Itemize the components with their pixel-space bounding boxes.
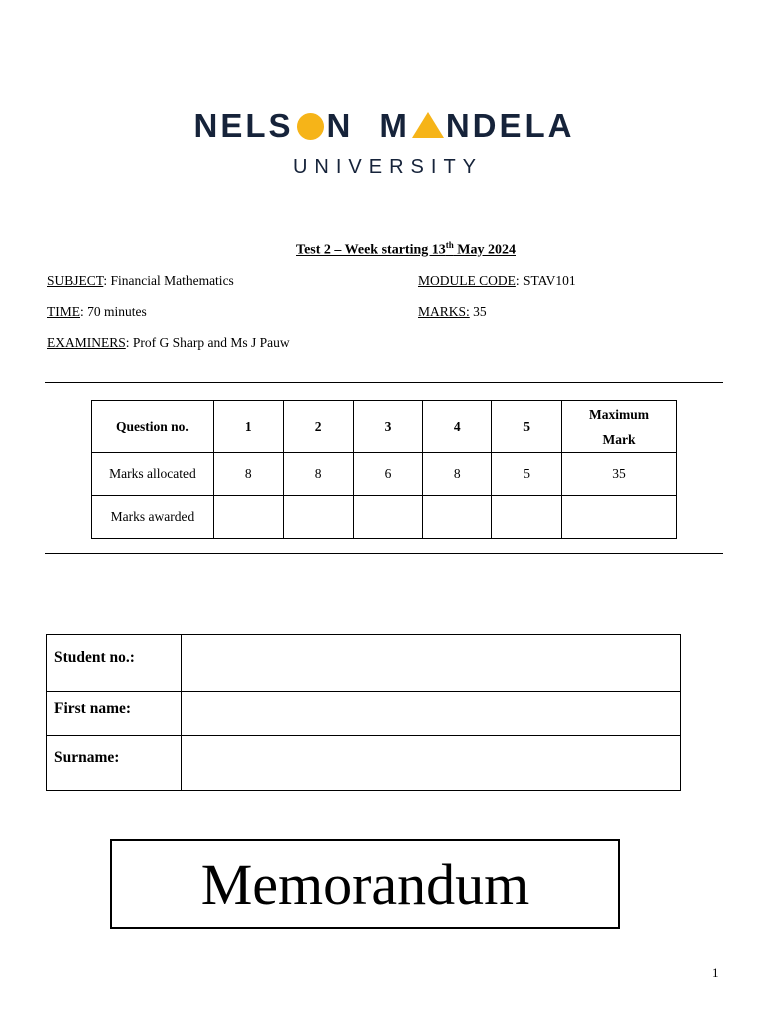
marks-value: 35: [469, 304, 487, 319]
time-label: TIME: [47, 304, 80, 319]
subject-value: : Financial Mathematics: [103, 273, 234, 288]
time-value: : 70 minutes: [80, 304, 147, 319]
awarded-q4[interactable]: [423, 496, 492, 539]
test-title: [0, 240, 768, 259]
marks-label: MARKS:: [418, 304, 470, 319]
examiners-label: EXAMINERS: [47, 335, 126, 350]
awarded-q2[interactable]: [283, 496, 353, 539]
logo-text-ndela: NDELA: [445, 107, 575, 144]
title-suffix: May 2024: [453, 242, 516, 258]
awarded-label: Marks awarded: [92, 496, 214, 539]
header-q4: 4: [423, 401, 492, 453]
divider-top: [45, 382, 723, 383]
page-number: 1: [712, 965, 719, 980]
student-no-field[interactable]: [181, 635, 680, 692]
logo-text-nels: NELS: [193, 107, 294, 144]
allocated-q2: 8: [283, 453, 353, 496]
header-q5: 5: [492, 401, 562, 453]
student-no-label: Student no.:: [47, 635, 182, 692]
memorandum-box: Memorandum: [110, 839, 620, 929]
logo-text-m: M: [379, 107, 410, 144]
time-line: [47, 304, 147, 320]
table-row: [47, 692, 681, 736]
awarded-total[interactable]: [562, 496, 677, 539]
marks-table: [91, 400, 677, 539]
subject-label: SUBJECT: [47, 273, 104, 288]
surname-field[interactable]: [181, 736, 680, 791]
module-code-line: [418, 273, 576, 289]
surname-label: Surname:: [47, 736, 182, 791]
max-line1: Maximum: [589, 406, 650, 422]
awarded-q3[interactable]: [353, 496, 423, 539]
table-row: [92, 453, 677, 496]
table-row: [92, 496, 677, 539]
examiners-line: [47, 335, 290, 351]
logo-triangle-icon: [412, 112, 444, 138]
first-name-field[interactable]: [181, 692, 680, 736]
first-name-label: First name:: [47, 692, 182, 736]
allocated-label: Marks allocated: [92, 453, 214, 496]
allocated-q4: 8: [423, 453, 492, 496]
table-row: [92, 401, 677, 453]
awarded-q1[interactable]: [213, 496, 283, 539]
logo-wordmark: [0, 108, 768, 144]
examiners-value: : Prof G Sharp and Ms J Pauw: [125, 335, 290, 350]
logo-university: UNIVERSITY: [292, 156, 484, 178]
header-q1: 1: [213, 401, 283, 453]
allocated-q1: 8: [213, 453, 283, 496]
subject-line: [47, 273, 234, 289]
student-details-table: [46, 634, 681, 791]
table-row: [47, 736, 681, 791]
header-question-no: Question no.: [92, 401, 214, 453]
allocated-max: 35: [562, 453, 677, 496]
max-line2: Mark: [602, 431, 636, 447]
logo-text-n: N: [326, 107, 354, 144]
table-row: [47, 635, 681, 692]
module-code-value: : STAV101: [515, 273, 576, 288]
title-superscript: th: [445, 240, 454, 250]
title-prefix: Test 2 – Week starting 13: [296, 242, 446, 258]
header-q2: 2: [283, 401, 353, 453]
header-maximum-mark: [562, 401, 677, 453]
university-logo: [0, 108, 768, 179]
allocated-q3: 6: [353, 453, 423, 496]
allocated-q5: 5: [492, 453, 562, 496]
awarded-q5[interactable]: [492, 496, 562, 539]
marks-line: [418, 304, 487, 320]
module-code-label: MODULE CODE: [418, 273, 516, 288]
header-q3: 3: [353, 401, 423, 453]
logo-circle-icon: [297, 113, 324, 140]
divider-bottom: [45, 553, 723, 554]
